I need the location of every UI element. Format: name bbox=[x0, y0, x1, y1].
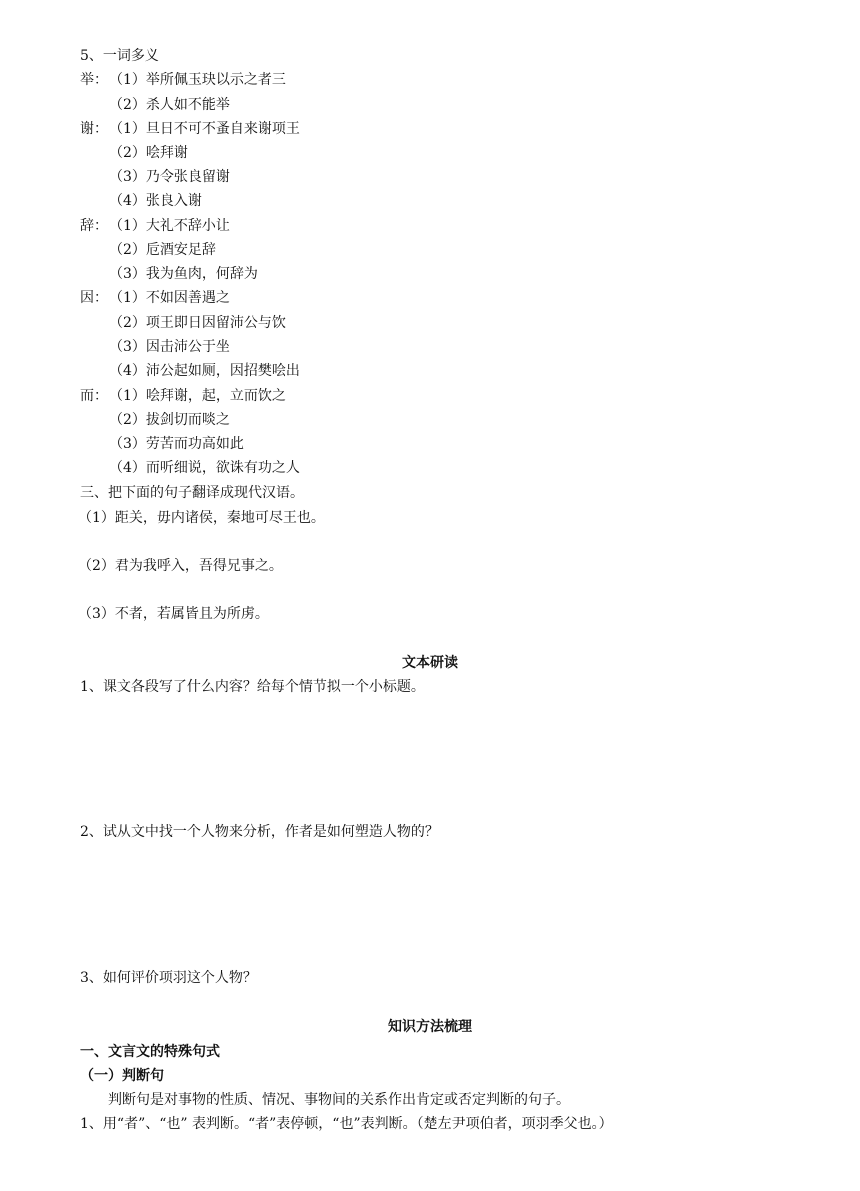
word-item: （3）因击沛公于坐 bbox=[109, 339, 230, 355]
rule-text: 1、用“者”、“也” 表判断。“者”表停顿，“也”表判断。（楚左尹项伯者，项羽季父也。） bbox=[80, 1116, 613, 1132]
word-item: （4）张良入谢 bbox=[109, 193, 202, 209]
word-item: （3）劳苦而功高如此 bbox=[109, 436, 244, 452]
translation-item: （1）距关，毋内诸侯，秦地可尽王也。 bbox=[78, 510, 325, 526]
section-heading: 一、文言文的特殊句式 bbox=[80, 1044, 220, 1060]
word-item: （4）沛公起如厕，因招樊哙出 bbox=[109, 363, 300, 379]
word-item: （3）乃令张良留谢 bbox=[109, 169, 230, 185]
word-item: （1）不如因善遇之 bbox=[109, 290, 230, 306]
word-item: （1）大礼不辞小让 bbox=[109, 218, 230, 234]
reading-title: 文本研读 bbox=[402, 655, 458, 671]
translation-item: （2）君为我呼入，吾得兄事之。 bbox=[78, 558, 283, 574]
word-item: （4）而听细说，欲诛有功之人 bbox=[109, 460, 300, 476]
word-item: （2）项王即日因留沛公与饮 bbox=[109, 315, 286, 331]
word-item: （3）我为鱼肉，何辞为 bbox=[109, 266, 258, 282]
reading-question: 3、如何评价项羽这个人物？ bbox=[80, 970, 257, 986]
translation-heading: 三、把下面的句子翻译成现代汉语。 bbox=[80, 485, 304, 501]
word-item: （2）哙拜谢 bbox=[109, 145, 188, 161]
word-head: 谢： bbox=[80, 121, 108, 137]
polysemy-heading: 5、一词多义 bbox=[80, 48, 159, 64]
word-item: （1）哙拜谢，起，立而饮之 bbox=[109, 388, 286, 404]
word-head: 举： bbox=[80, 72, 108, 88]
word-item: （2）拔剑切而啖之 bbox=[109, 412, 230, 428]
word-item: （2）卮酒安足辞 bbox=[109, 242, 216, 258]
word-item: （1）举所佩玉玦以示之者三 bbox=[109, 72, 286, 88]
word-head: 而： bbox=[80, 388, 108, 404]
word-item: （1）旦日不可不蚤自来谢项王 bbox=[109, 121, 300, 137]
reading-question: 1、课文各段写了什么内容？给每个情节拟一个小标题。 bbox=[80, 679, 425, 695]
word-head: 辞： bbox=[80, 218, 108, 234]
reading-question: 2、试从文中找一个人物来分析，作者是如何塑造人物的？ bbox=[80, 824, 439, 840]
knowledge-title: 知识方法梳理 bbox=[388, 1019, 472, 1035]
word-head: 因： bbox=[80, 290, 108, 306]
definition-text: 判断句是对事物的性质、情况、事物间的关系作出肯定或否定判断的句子。 bbox=[108, 1092, 570, 1108]
word-item: （2）杀人如不能举 bbox=[109, 97, 230, 113]
subsection-heading: （一）判断句 bbox=[80, 1068, 164, 1084]
translation-item: （3）不者，若属皆且为所虏。 bbox=[78, 606, 269, 622]
